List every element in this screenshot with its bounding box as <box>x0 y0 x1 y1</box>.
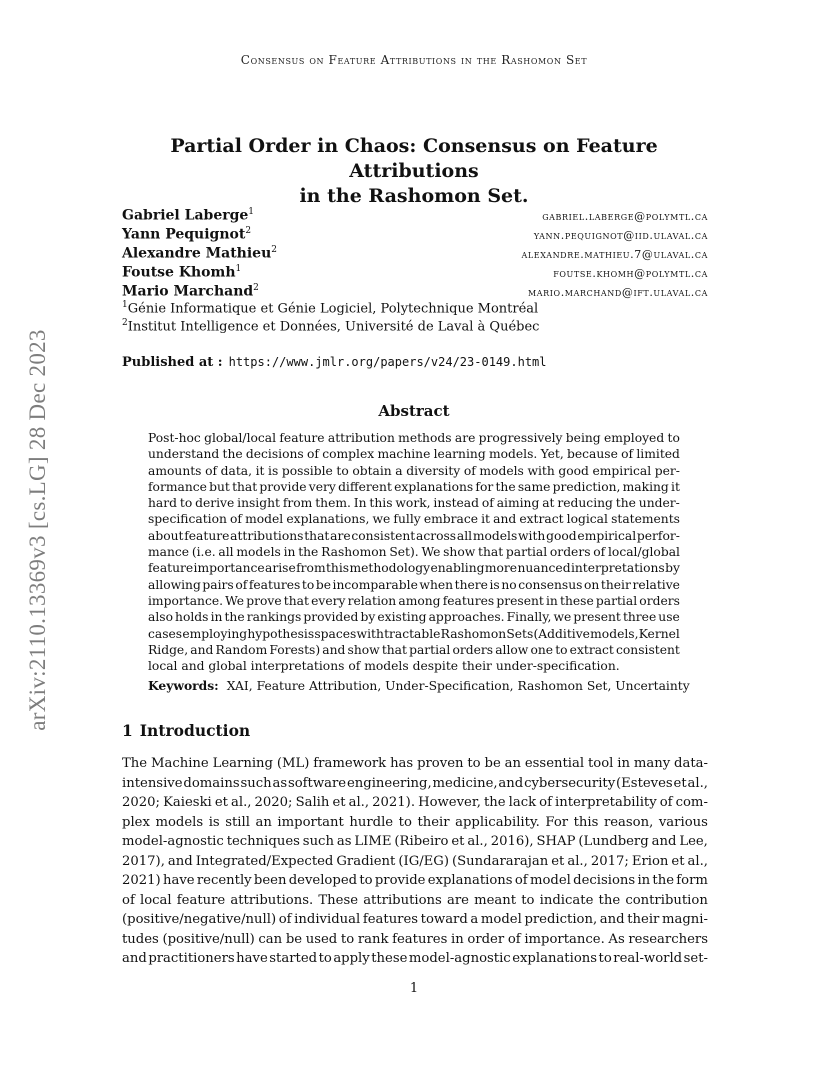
abstract-line: Post-hoc global/local feature attribution methods are progressively being employed to <box>148 431 680 445</box>
keywords-list: XAI, Feature Attribution, Under-Specification, Rashomon Set, Uncertainty <box>226 679 690 693</box>
intro-body <box>122 754 708 969</box>
abstract-line: formance but that provide very different explanations for the same prediction, making it <box>148 479 680 494</box>
author-row <box>122 226 708 245</box>
author-email[interactable]: yann.pequignot@iid.ulaval.ca <box>533 228 708 242</box>
author-list <box>122 207 708 302</box>
body-line: 2020; Kaieski et al., 2020; Salih et al., 2021). However, the lack of interpretability of com- <box>122 795 708 810</box>
body-line: (positive/negative/null) of individual features toward a model prediction, and their magni- <box>122 912 708 927</box>
keywords-label: Keywords: <box>148 678 219 693</box>
abstract-line: Ridge, and Random Forests) and show that partial orders allow one to extract consistent <box>148 642 680 657</box>
author-email[interactable]: mario.marchand@ift.ulaval.ca <box>528 285 708 299</box>
body-line: 2021) have recently been developed to provide explanations of model decisions in the form <box>122 873 708 888</box>
abstract-line: hard to derive insight from them. In this work, instead of aiming at reducing the under- <box>148 496 680 511</box>
body-line: 2017), and Integrated/Expected Gradient (IG/EG) (Sundararajan et al., 2017; Erion et al., <box>122 853 708 869</box>
published-url-link[interactable]: https://www.jmlr.org/papers/v24/23-0149.html <box>228 355 547 369</box>
abstract-line: allowing pairs of features to be incomparable when there is no consensus on their relative <box>148 577 680 592</box>
body-line: and practitioners have started to apply these model-agnostic explanations to real-world set- <box>122 951 708 966</box>
body-line: The Machine Learning (ML) framework has proven to be an essential tool in many data- <box>122 756 708 771</box>
affiliation-1: $^1$Génie Informatique et Génie Logiciel, Polytechnique Montréal <box>122 300 539 317</box>
author-name: Foutse Khomh$^1$ <box>122 264 242 281</box>
arxiv-stamp <box>18 300 58 760</box>
author-name: Alexandre Mathieu$^2$ <box>122 245 277 262</box>
author-name: Mario Marchand$^2$ <box>122 283 259 300</box>
abstract-line: specification of model explanations, we fully embrace it and extract logical statements <box>148 512 680 527</box>
abstract-line: importance. We prove that every relation among features present in these partial orders <box>148 593 680 608</box>
paper-title <box>110 134 718 209</box>
author-email[interactable]: alexandre.mathieu.7@ulaval.ca <box>521 247 708 261</box>
body-line: plex models is still an important hurdle to their applicability. For this reason, various <box>122 814 708 830</box>
title-line-2: in the Rashomon Set. <box>299 185 529 207</box>
body-line: of local feature attributions. These attributions are meant to indicate the contribution <box>122 892 708 908</box>
title-line-1: Partial Order in Chaos: Consensus on Feature Attributions <box>170 135 658 182</box>
abstract-line: understand the decisions of complex machine learning models. Yet, because of limited <box>148 447 680 462</box>
abstract-heading: Abstract <box>378 402 450 420</box>
body-line: intensive domains such as software engineering, medicine, and cybersecurity (Esteves et al., <box>122 775 708 791</box>
body-line: model-agnostic techniques such as LIME (Ribeiro et al., 2016), SHAP (Lundberg and Lee, <box>122 834 708 849</box>
section-title: Introduction <box>139 721 251 740</box>
page-number: 1 <box>409 981 419 996</box>
abstract-line: cases employing hypothesis spaces with tractable Rashomon Sets (Additive models, Kernel <box>148 626 680 641</box>
body-line: tudes (positive/null) can be used to rank features in order of importance. As researchers <box>122 931 708 947</box>
published-at <box>122 355 547 370</box>
published-label: Published at : <box>122 355 223 370</box>
author-row <box>122 207 708 226</box>
abstract-line: feature importance arise from this methodology enabling more nuanced interpretations by <box>148 561 680 576</box>
affiliation-2: $^2$Institut Intelligence et Données, Université de Laval à Québec <box>122 318 540 335</box>
section-heading <box>122 721 250 740</box>
abstract-line: amounts of data, it is possible to obtain a diversity of models with good empirical per- <box>148 463 680 478</box>
abstract-body <box>148 430 680 674</box>
keywords <box>148 678 690 693</box>
author-row <box>122 245 708 264</box>
author-row <box>122 264 708 283</box>
abstract-line: local and global interpretations of models despite their under-specification. <box>148 659 620 674</box>
author-name: Yann Pequignot$^2$ <box>122 226 252 243</box>
arxiv-identifier[interactable]: arXiv:2110.13369v3 [cs.LG] 28 Dec 2023 <box>25 329 50 731</box>
running-head: Consensus on Feature Attributions in the Rashomon Set <box>240 53 588 67</box>
abstract-line: about feature attributions that are consistent across all models with good empirical perfor- <box>148 528 680 543</box>
section-number: 1 <box>122 721 133 740</box>
abstract-line: mance (i.e. all models in the Rashomon Set). We show that partial orders of local/global <box>148 545 680 560</box>
author-name: Gabriel Laberge$^1$ <box>122 207 255 224</box>
abstract-line: also holds in the rankings provided by existing approaches. Finally, we present three use <box>148 610 680 625</box>
author-email[interactable]: gabriel.laberge@polymtl.ca <box>542 209 708 223</box>
author-email[interactable]: foutse.khomh@polymtl.ca <box>553 266 708 280</box>
